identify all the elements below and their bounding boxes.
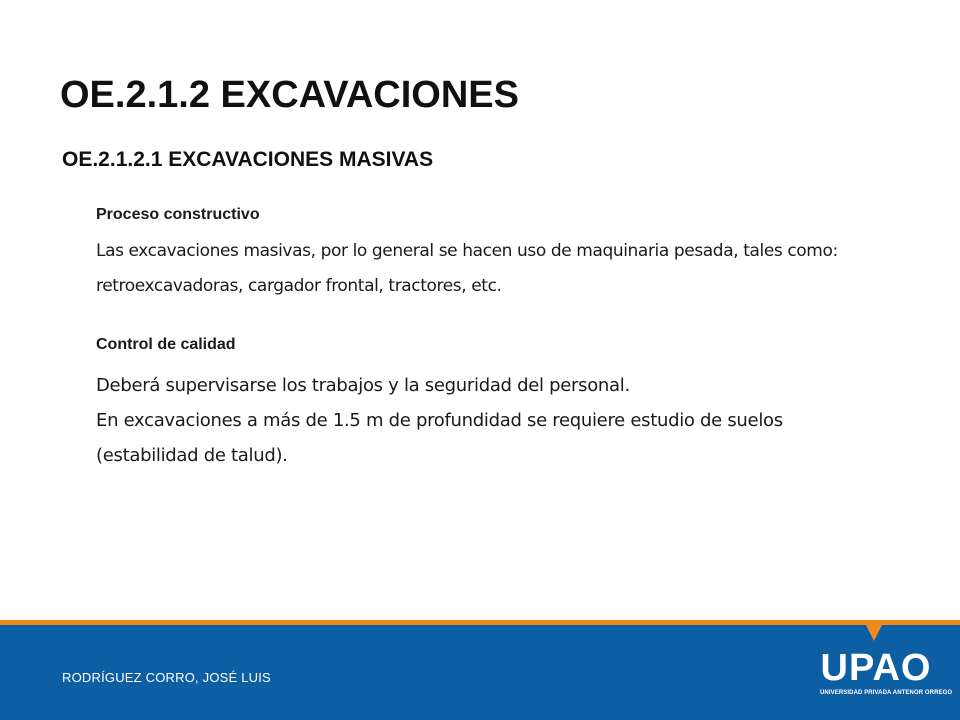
paragraph-control-supervision: Deberá supervisarse los trabajos y la seguridad del personal. bbox=[96, 375, 630, 396]
paragraph-proceso: Las excavaciones masivas, por lo general se hacen uso de maquinaria pesada, tales como: retroexcavadoras, cargador frontal, tractores, etc. bbox=[96, 241, 838, 296]
slide-subtitle: OE.2.1.2.1 EXCAVACIONES MASIVAS bbox=[62, 148, 434, 171]
logo-wordmark: UPAO bbox=[820, 647, 932, 689]
footer-accent-stripe bbox=[0, 620, 960, 625]
footer-accent-notch bbox=[866, 625, 882, 641]
paragraph-control-suelos: En excavaciones a más de 1.5 m de profundidad se requiere estudio de suelos (estabilidad de talud). bbox=[96, 410, 783, 466]
logo-subtext: UNIVERSIDAD PRIVADA ANTENOR ORREGO bbox=[820, 690, 953, 696]
upao-logo bbox=[820, 647, 953, 704]
author-name: RODRÍGUEZ CORRO, JOSÉ LUIS bbox=[62, 670, 271, 685]
slide-title: OE.2.1.2 EXCAVACIONES bbox=[60, 74, 519, 116]
section-heading-control: Control de calidad bbox=[96, 336, 236, 353]
slide-content bbox=[96, 200, 886, 473]
section-heading-proceso: Proceso constructivo bbox=[96, 206, 260, 223]
